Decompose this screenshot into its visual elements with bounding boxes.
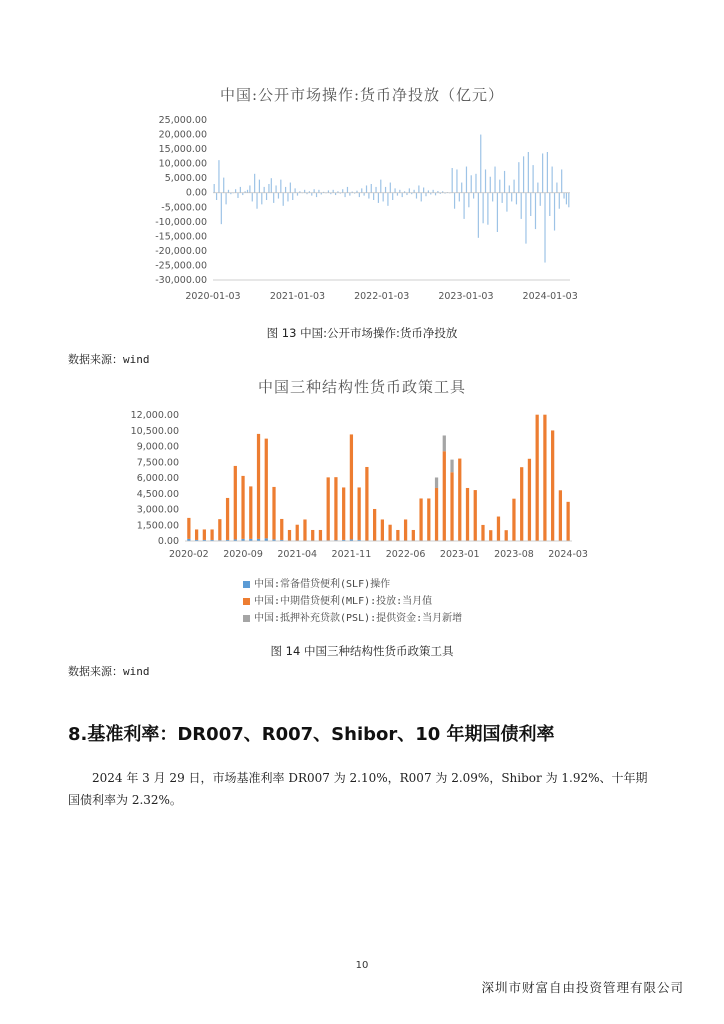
chart1-bar — [287, 193, 288, 202]
chart2-x-tick-label: 2020-09 — [223, 549, 263, 560]
chart1-y-tick-label: -15,000.00 — [155, 231, 207, 243]
chart2-bar-series-1 — [203, 529, 206, 540]
chart2-bar-series-1 — [512, 499, 515, 541]
chart2-bar-series-1 — [311, 530, 314, 541]
chart1-bar — [433, 190, 434, 193]
chart2-bar-series-1 — [505, 530, 508, 541]
chart1-bar — [394, 188, 395, 192]
chart1-bar — [373, 193, 374, 200]
chart2-bar-series-1 — [241, 476, 244, 539]
chart1-bar — [378, 193, 379, 203]
chart2-y-tick-label: 12,000.00 — [130, 410, 179, 421]
chart2-bar-series-2 — [450, 460, 453, 473]
chart1-bar — [314, 189, 315, 192]
chart1-bar — [452, 168, 453, 193]
chart1-y-tick-label: -25,000.00 — [155, 260, 207, 272]
chart2-source: 数据来源：wind — [68, 665, 150, 678]
chart1-x-tick-label: 2022-01-03 — [354, 291, 410, 302]
chart1-bar — [280, 180, 281, 193]
chart2-y-tick-label: 4,500.00 — [136, 488, 179, 500]
chart1-bar — [554, 193, 555, 231]
chart1-bar — [521, 193, 522, 219]
chart1-bar — [214, 184, 215, 193]
chart1-bar — [311, 193, 312, 196]
chart1-bar — [218, 160, 219, 193]
chart2-y-tick-label: 1,500.00 — [136, 520, 179, 532]
chart2-title: 中国三种结构性货币政策工具 — [257, 378, 466, 396]
chart1-bar — [516, 193, 517, 205]
chart1-bar — [397, 193, 398, 196]
chart2-bar-series-1 — [327, 477, 330, 540]
legend-label-psl: 中国:抵押补充贷款(PSL):提供资金:当月新增 — [254, 613, 463, 624]
chart1-bar — [221, 193, 222, 224]
chart1-bar — [333, 190, 334, 193]
chart1-bar — [359, 193, 360, 197]
chart1-y-tick-label: -10,000.00 — [155, 216, 207, 228]
chart1-bar — [342, 189, 343, 192]
chart1-bar — [385, 187, 386, 193]
chart1-bar — [537, 183, 538, 193]
chart1-bar — [387, 193, 388, 206]
chart1-bar — [530, 193, 531, 216]
chart2-bar-series-1 — [551, 430, 554, 540]
chart1-y-tick-label: 25,000.00 — [158, 115, 207, 126]
chart2-bar-series-2 — [435, 477, 438, 488]
chart2-bar-series-1 — [474, 490, 477, 540]
chart1-y-tick-label: 5,000.00 — [164, 173, 207, 185]
chart2-bar-series-1 — [458, 459, 461, 541]
chart1-bar — [468, 193, 469, 208]
chart1-bar — [254, 174, 255, 193]
chart1-bar — [533, 165, 534, 193]
chart1-bar — [485, 169, 486, 192]
chart1-bar — [513, 180, 514, 193]
chart1-bar — [409, 188, 410, 192]
chart1-bar — [271, 178, 272, 193]
chart2-bar-series-1 — [412, 530, 415, 541]
chart1-bar — [249, 185, 250, 192]
chart1-bar — [392, 193, 393, 200]
chart1-bar — [499, 180, 500, 193]
chart1-bar — [266, 193, 267, 200]
chart1-bar — [563, 193, 564, 199]
chart2-bar-series-1 — [481, 525, 484, 541]
chart2-bar-series-1 — [543, 415, 546, 541]
chart1-bar — [273, 193, 274, 203]
chart1-bar — [285, 187, 286, 193]
chart1-bar — [454, 193, 455, 209]
chart1-x-tick-label: 2021-01-03 — [269, 291, 326, 302]
chart1-bar — [425, 193, 426, 196]
chart2-bar-series-1 — [466, 488, 469, 540]
chart1-bar — [566, 193, 567, 205]
chart1-bar — [509, 185, 510, 192]
chart1-bar — [264, 187, 265, 193]
chart1-x-tick-label: 2023-01-03 — [438, 291, 494, 302]
chart1-y-tick-label: -5,000.00 — [161, 202, 207, 214]
chart1-y-tick-label: -30,000.00 — [155, 275, 207, 286]
chart2-bar-series-1 — [334, 477, 337, 540]
chart1-bar — [471, 175, 472, 192]
chart1-bar — [518, 162, 519, 193]
chart1-bar — [216, 193, 217, 200]
legend-label-mlf: 中国:中期借贷便利(MLF):投放:当月值 — [254, 596, 433, 607]
chart1-bar — [252, 193, 253, 202]
chart1-y-tick-label: 10,000.00 — [158, 158, 207, 170]
chart1-bar — [259, 180, 260, 193]
chart1-bar — [371, 184, 372, 193]
chart2-y-tick-label: 6,000.00 — [136, 473, 179, 484]
chart1-bar — [463, 193, 464, 219]
chart1-bar — [497, 193, 498, 232]
chart2-y-tick-label: 9,000.00 — [136, 441, 179, 453]
chart2-bar-series-1 — [319, 530, 322, 541]
chart2-bar-series-1 — [388, 525, 391, 541]
chart1-bar — [480, 135, 481, 193]
chart1-bar — [549, 193, 550, 216]
chart1-bar — [459, 193, 460, 202]
chart1-bar — [223, 178, 224, 193]
chart1-bar — [552, 167, 553, 193]
chart1-caption: 图 13 中国:公开市场操作:货币净投放 — [266, 326, 458, 340]
chart1-bar — [461, 183, 462, 193]
chart2-y-tick-label: 3,000.00 — [136, 504, 179, 516]
chart2-bar-series-1 — [567, 502, 570, 541]
legend-label-slf: 中国:常备借贷便利(SLF)操作 — [254, 579, 391, 590]
legend-swatch-mlf — [243, 598, 250, 605]
chart2-bar-series-1 — [404, 519, 407, 540]
chart1-bar — [318, 190, 319, 193]
chart1-bar — [528, 152, 529, 193]
chart1-bar — [344, 193, 345, 197]
chart2-bar-series-1 — [536, 415, 539, 541]
chart2-bar-series-1 — [280, 519, 283, 540]
chart1-bar — [523, 156, 524, 192]
chart2-x-tick-label: 2021-04 — [277, 549, 318, 560]
chart1-bar — [540, 193, 541, 206]
chart1-bar — [297, 193, 298, 196]
chart1-bar — [283, 193, 284, 206]
footer-company: 深圳市财富自由投资管理有限公司 — [481, 980, 684, 995]
chart1-bar — [256, 193, 257, 209]
chart1-bar — [542, 153, 543, 192]
chart2-bar-series-2 — [443, 435, 446, 451]
chart1-bar — [475, 174, 476, 193]
chart2-x-tick-label: 2022-06 — [385, 549, 426, 560]
chart2-bar-series-1 — [272, 487, 275, 540]
chart1-bar — [292, 193, 293, 200]
chart2-bar-series-1 — [257, 434, 260, 539]
chart2-bar-series-1 — [497, 517, 500, 541]
chart1-bar — [390, 183, 391, 193]
chart1-bar — [375, 187, 376, 193]
legend-swatch-psl — [243, 615, 250, 622]
chart2-y-tick-label: 10,500.00 — [130, 425, 179, 437]
legend-item-mlf — [243, 592, 432, 607]
chart1-bar — [237, 193, 238, 198]
chart1-bar — [304, 190, 305, 193]
section-paragraph: 2024 年 3 月 29 日，市场基准利率 DR007 为 2.10%，R007 为 2.09%，Shibor 为 1.92%、十年期国债利率为 2.32%。 — [68, 771, 648, 807]
chart2-bar-series-1 — [435, 488, 438, 540]
chart2-bar-series-1 — [427, 498, 430, 540]
chart2-bar-series-1 — [296, 525, 299, 541]
chart2-bar-series-1 — [520, 467, 523, 541]
chart1-bar — [402, 193, 403, 197]
chart1-bar — [561, 169, 562, 192]
chart1-bar — [416, 193, 417, 199]
chart1-bar — [290, 183, 291, 193]
chart1-y-tick-label: 20,000.00 — [158, 129, 207, 141]
chart2-bar-series-1 — [288, 530, 291, 541]
chart1-bar — [421, 193, 422, 202]
chart1-bar — [261, 193, 262, 205]
chart1-bar — [511, 193, 512, 202]
chart1-bar — [268, 184, 269, 193]
chart1-bar — [383, 193, 384, 202]
chart2-x-tick-label: 2024-03 — [548, 549, 588, 560]
chart1-bar — [228, 190, 229, 193]
chart1-bar — [547, 152, 548, 193]
chart1-bar — [556, 183, 557, 193]
chart2-bar-series-1 — [489, 530, 492, 541]
chart2-x-tick-label: 2021-11 — [331, 549, 372, 560]
chart1-x-tick-label: 2020-01-03 — [185, 291, 241, 302]
chart2-bar-series-1 — [396, 530, 399, 541]
chart1-bar — [399, 190, 400, 193]
chart1-bar — [235, 189, 236, 192]
chart1-bar — [225, 193, 226, 205]
chart2-bar-series-1 — [218, 519, 221, 540]
chart2-x-tick-label: 2020-02 — [169, 549, 209, 560]
chart2-bar-series-1 — [450, 472, 453, 540]
chart1-bar — [490, 177, 491, 193]
chart2-bar-series-1 — [443, 451, 446, 540]
chart1-bar — [364, 193, 365, 196]
chart1-bar — [278, 193, 279, 199]
chart1-net-injection — [0, 110, 724, 310]
chart2-bar-series-1 — [528, 459, 531, 541]
chart1-bar — [368, 193, 369, 199]
chart2-bar-series-1 — [265, 439, 268, 539]
chart1-bar — [361, 188, 362, 192]
chart2-y-tick-label: 0.00 — [157, 536, 179, 547]
chart1-bar — [466, 167, 467, 193]
chart2-bar-series-1 — [210, 529, 213, 540]
chart2-x-tick-label: 2023-08 — [494, 549, 534, 560]
chart1-bar — [525, 193, 526, 244]
chart1-bar — [295, 188, 296, 192]
legend-swatch-slf — [243, 581, 250, 588]
chart1-bar — [502, 193, 503, 203]
chart2-bar-series-1 — [373, 509, 376, 540]
chart1-bar — [380, 180, 381, 193]
chart1-bar — [275, 185, 276, 192]
chart1-bar — [478, 193, 479, 238]
page-number: 10 — [355, 960, 369, 971]
legend-item-slf — [243, 575, 390, 590]
chart1-bar — [535, 193, 536, 229]
chart1-bar — [504, 171, 505, 193]
chart2-bar-series-1 — [365, 467, 368, 540]
chart1-bar — [492, 193, 493, 202]
chart1-source: 数据来源：wind — [68, 353, 150, 366]
chart2-structural-tools — [0, 405, 724, 565]
chart1-x-tick-label: 2024-01-03 — [522, 291, 578, 302]
chart2-caption: 图 14 中国三种结构性货币政策工具 — [270, 644, 454, 658]
chart2-bar-series-1 — [234, 466, 237, 540]
chart2-bar-series-1 — [303, 519, 306, 540]
chart1-bar — [316, 193, 317, 197]
section-heading: 8.基准利率：DR007、R007、Shibor、10 年期国债利率 — [68, 724, 555, 745]
chart1-y-tick-label: 0.00 — [185, 187, 207, 199]
chart1-bar — [487, 193, 488, 225]
chart1-bar — [414, 190, 415, 193]
chart2-bar-series-1 — [358, 487, 361, 540]
chart2-bar-series-1 — [419, 498, 422, 540]
chart1-y-tick-label: -20,000.00 — [155, 245, 207, 257]
chart2-bar-series-1 — [226, 498, 229, 540]
chart1-bar — [456, 169, 457, 192]
chart1-bar — [366, 185, 367, 192]
legend-item-psl — [243, 609, 462, 624]
chart1-bar — [506, 193, 507, 212]
chart1-bar — [473, 193, 474, 199]
chart2-bar-series-1 — [350, 434, 353, 539]
chart1-bar — [483, 193, 484, 224]
chart1-bar — [247, 190, 248, 193]
chart1-bar — [347, 187, 348, 193]
chart1-bar — [544, 193, 545, 263]
chart2-bar-series-1 — [187, 518, 190, 539]
chart1-y-tick-label: 15,000.00 — [158, 144, 207, 156]
chart2-y-tick-label: 7,500.00 — [136, 457, 179, 469]
chart1-bar — [494, 167, 495, 193]
chart2-x-tick-label: 2023-01 — [439, 549, 480, 560]
chart1-title: 中国:公开市场操作:货币净投放（亿元） — [219, 86, 505, 104]
chart1-bar — [240, 187, 241, 193]
chart1-bar — [559, 193, 560, 209]
chart2-bar-series-1 — [249, 486, 252, 539]
chart2-bar-series-1 — [342, 487, 345, 540]
chart1-bar — [423, 187, 424, 192]
chart1-bar — [568, 193, 569, 208]
chart2-bar-series-1 — [381, 519, 384, 540]
chart1-bar — [349, 193, 350, 196]
chart2-bar-series-1 — [559, 490, 562, 540]
chart1-bar — [418, 185, 419, 192]
chart2-bar-series-1 — [195, 529, 198, 540]
